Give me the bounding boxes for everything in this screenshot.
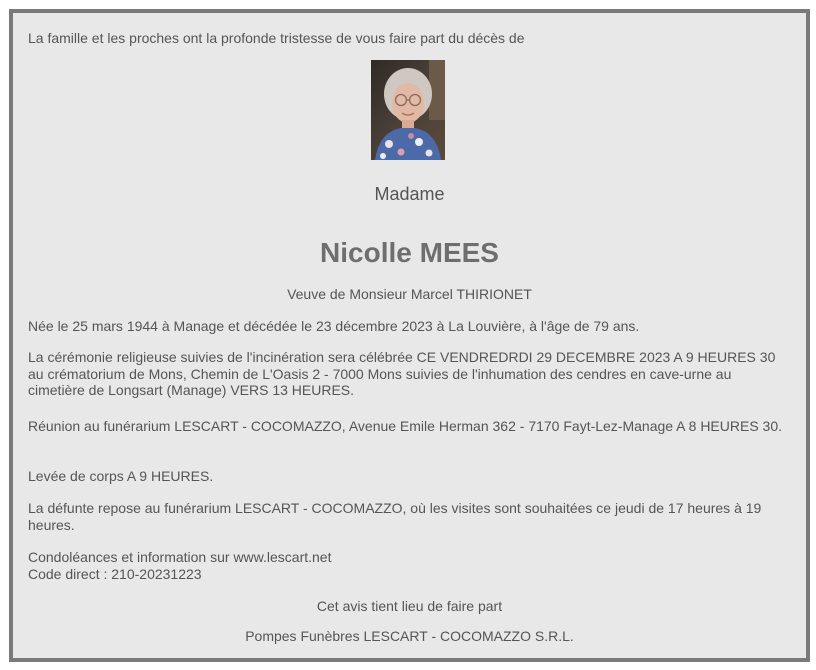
- direct-code-line: Code direct : 210-20231223: [28, 566, 202, 582]
- portrait-image: [371, 60, 445, 160]
- birth-death-details: Née le 25 mars 1944 à Manage et décédée le 23 décembre 2023 à La Louvière, à l'âge de 79 ans.: [28, 318, 640, 334]
- gathering-details: Réunion au funérarium LESCART - COCOMAZZO, Avenue Emile Herman 362 - 7170 Fayt-Lez-Manage A 8 HEURES 30.: [28, 418, 783, 434]
- notice-statement: Cet avis tient lieu de faire part: [316, 598, 503, 614]
- ceremony-details: La cérémonie religieuse suivies de l'incinération sera célébrée CE VENDREDRDI 29 DECEMBRE 2023 A 9 HEURES 30 au crématorium de Mons, Chemin de L'Oasis 2 - 7000 Mons suivies de l'inhumation des cendres en cave-urne au cimetière de Longsart (Manage) VERS 13 HEURES.: [28, 349, 776, 398]
- obituary-notice: [9, 9, 810, 662]
- intro-text: La famille et les proches ont la profonde tristesse de vous faire part du décès de: [28, 30, 525, 46]
- visitation-details: La défunte repose au funérarium LESCART - COCOMAZZO, où les visites sont souhaitées ce jeudi de 17 heures à 19 heures.: [28, 500, 762, 533]
- funeral-home-line: Pompes Funèbres LESCART - COCOMAZZO S.R.L.: [245, 628, 574, 644]
- honorific-title: Madame: [374, 184, 445, 204]
- levee-details: Levée de corps A 9 HEURES.: [28, 468, 214, 484]
- deceased-name: Nicolle MEES: [320, 237, 499, 268]
- spouse-line: Veuve de Monsieur Marcel THIRIONET: [287, 286, 532, 302]
- condolences-line: Condoléances et information sur www.lescart.net: [28, 549, 332, 565]
- portrait-photo: [371, 60, 445, 160]
